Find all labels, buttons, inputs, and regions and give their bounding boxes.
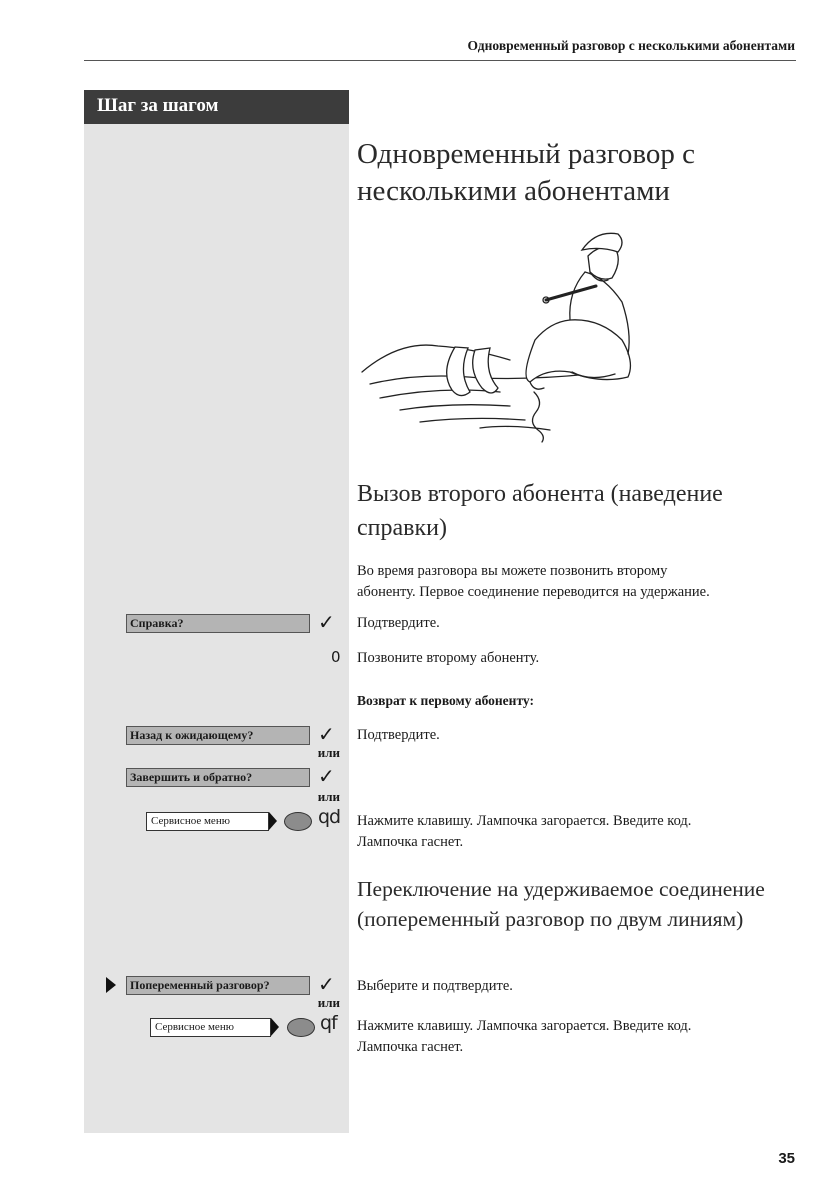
checkmark-icon[interactable]: ✓	[318, 972, 335, 996]
intro-line-2: абоненту. Первое соединение переводится на удержание.	[357, 584, 710, 600]
step-service-line-1: Нажмите клавишу. Лампочка загорается. Введите код.	[357, 813, 692, 829]
step-service-line-2: Лампочка гаснет.	[357, 834, 464, 850]
step-return-confirm: Подтвердите.	[357, 727, 440, 743]
sidebar-heading: Шаг за шагом	[84, 90, 349, 124]
checkmark-icon[interactable]: ✓	[318, 722, 335, 746]
step-service2-line-1: Нажмите клавишу. Лампочка загорается. Введите код.	[357, 1018, 692, 1034]
display-inquiry[interactable]: Справка?	[126, 614, 310, 633]
key-pointer-icon	[271, 1018, 279, 1036]
step-service2-line-2: Лампочка гаснет.	[357, 1039, 464, 1055]
display-end-and-return[interactable]: Завершить и обратно?	[126, 768, 310, 787]
selection-arrow-icon	[106, 977, 116, 993]
checkmark-icon[interactable]: ✓	[318, 610, 335, 634]
header-rule	[84, 60, 796, 61]
flute-player-illustration	[360, 222, 650, 444]
step-select: Выберите и подтвердите.	[357, 978, 513, 994]
section-heading-inquiry: Вызов второго абонента (наведение справки)	[357, 481, 723, 541]
intro-line-1: Во время разговора вы можете позвонить второму	[357, 563, 668, 579]
service-code: qd	[318, 806, 341, 828]
subheading-return: Возврат к первому абоненту:	[357, 693, 534, 708]
section-heading-toggle: Переключение на удерживаемое соединение (попеременный разговор по двум линиям)	[357, 877, 765, 931]
step-confirm: Подтвердите.	[357, 615, 440, 631]
running-header: Одновременный разговор с несколькими абонентами	[467, 38, 795, 53]
or-label: или	[317, 789, 340, 804]
or-label: или	[317, 745, 340, 760]
page-number: 35	[778, 1150, 795, 1167]
service-code: qf	[320, 1012, 337, 1034]
lamp-key-icon[interactable]	[284, 812, 312, 831]
step-dial: Позвоните второму абоненту.	[357, 650, 540, 666]
key-zero[interactable]: 0	[331, 648, 341, 666]
lamp-key-icon[interactable]	[287, 1018, 315, 1037]
service-menu-key[interactable]: Сервисное меню	[146, 812, 269, 831]
page-title: Одновременный разговор с несколькими абонентами	[357, 138, 696, 207]
checkmark-icon[interactable]: ✓	[318, 764, 335, 788]
display-back-to-waiting[interactable]: Назад к ожидающему?	[126, 726, 310, 745]
key-pointer-icon	[269, 812, 277, 830]
display-alternate-call[interactable]: Попеременный разговор?	[126, 976, 310, 995]
or-label: или	[317, 995, 340, 1010]
service-menu-key[interactable]: Сервисное меню	[150, 1018, 271, 1037]
